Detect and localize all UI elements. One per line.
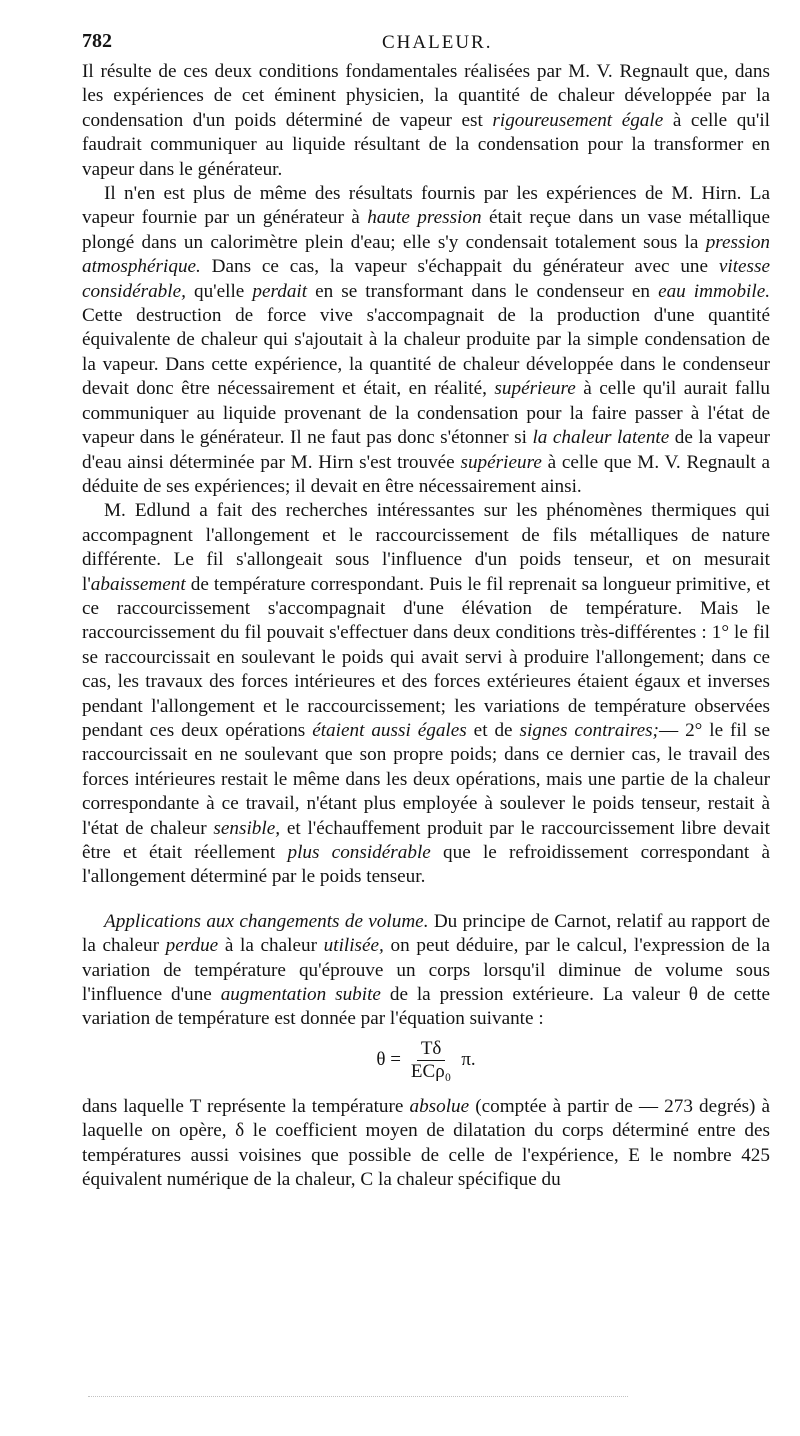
- equation-rhs: π.: [461, 1049, 476, 1071]
- page-header: [82, 30, 760, 60]
- equation: [82, 1038, 770, 1083]
- equation-numerator: Tδ: [417, 1038, 446, 1061]
- paragraph-regnault: Il résulte de ces deux conditions fondamentales réalisées par M. V. Regnault que, dans les expériences de cet éminent physicien, la quantité de chaleur développée par la condensation d'un poids déterminé de vapeur est rigoureusement égale à celle qu'il faudrait communiquer au liquide résultant de la condensation pour la transformer en vapeur dans le générateur.: [82, 61, 771, 180]
- paragraph-edlund: M. Edlund a fait des recherches intéressantes sur les phénomènes thermiques qui accompagnent l'allongement et le raccourcissement de fils métalliques de nature différente. Le fil s'allongeait sous l'influence d'un poids tenseur, et on mesurait l'abaissement de température correspondant. Puis le fil reprenait sa longueur primitive, et ce raccourcissement s'accompagnait d'une élévation de température. Mais le raccourcissement du fil pouvait s'effectuer dans deux conditions très-différentes : 1° le fil se raccourcissait en soulevant le poids qui avait servi à produire l'allongement; dans ce cas, les travaux des forces intérieures et des forces extérieures étaient égaux et inverses pendant l'allongement et le raccourcissement; les variations de température observées pendant ces deux opérations étaient aussi égales et de signes contraires;— 2° le fil se raccourcissait en ne soulevant que son propre poids; dans ce dernier cas, le travail des forces intérieures restait le même dans les deux opérations, mais une partie de la chaleur correspondante à ce travail, n'étant plus employée à soulever le poids tenseur, restait à l'état de chaleur sensible, et l'échauffement produit par le raccourcissement libre devait être et était réellement plus considérable que le refroidissement correspondant à l'allongement déterminé par le poids tenseur.: [82, 500, 771, 888]
- running-title: CHALEUR.: [382, 32, 493, 53]
- paragraph-equation-explanation: dans laquelle T représente la température absolue (comptée à partir de — 273 degrés) à laquelle on opère, δ le coefficient moyen de dilatation du corps déterminé entre des températures aussi voisines que possible de celle de l'expérience, E le nombre 425 équivalent numérique de la chaleur, C la chaleur spécifique du: [82, 1095, 771, 1191]
- equation-fraction: [407, 1038, 455, 1083]
- page-number: 782: [82, 30, 112, 52]
- equation-denominator: ECρ₀: [410, 1060, 452, 1082]
- scan-artifact-line: [88, 1396, 628, 1399]
- paragraph-hirn: Il n'en est plus de même des résultats fournis par les expériences de M. Hirn. La vapeur fournie par un générateur à haute pression était reçue dans un vase métallique plongé dans un calorimètre plein d'eau; elle s'y condensait totalement sous la pression atmosphérique. Dans ce cas, la vapeur s'échappait du générateur avec une vitesse considérable, qu'elle perdait en se transformant dans le condenseur en eau immobile. Cette destruction de force vive s'accompagnait de la production d'une quantité équivalente de chaleur qui s'ajoutait à la chaleur produite par la simple condensation de la vapeur. Dans cette expérience, la quantité de chaleur développée dans le condenseur devait donc être nécessairement et était, en réalité, supérieure à celle qu'il aurait fallu communiquer au liquide provenant de la condensation pour la faire passer à l'état de vapeur dans le générateur. Il ne faut pas donc s'étonner si la chaleur latente de la vapeur d'eau ainsi déterminée par M. Hirn s'est trouvée supérieure à celle que M. V. Regnault a déduite de ses expériences; il devait en être nécessairement ainsi.: [82, 183, 771, 497]
- paragraph-applications: Applications aux changements de volume. Du principe de Carnot, relatif au rapport de la chaleur perdue à la chaleur utilisée, on peut déduire, par le calcul, l'expression de la variation de température qu'éprouve un corps lorsqu'il diminue de volume sous l'influence d'une augmentation subite de la pression extérieure. La valeur θ de cette variation de température est donnée par l'équation suivante :: [82, 910, 771, 1030]
- body-text: [82, 60, 770, 1192]
- section-title: Applications aux changements de volume.: [104, 910, 429, 932]
- equation-lhs: θ =: [376, 1049, 401, 1071]
